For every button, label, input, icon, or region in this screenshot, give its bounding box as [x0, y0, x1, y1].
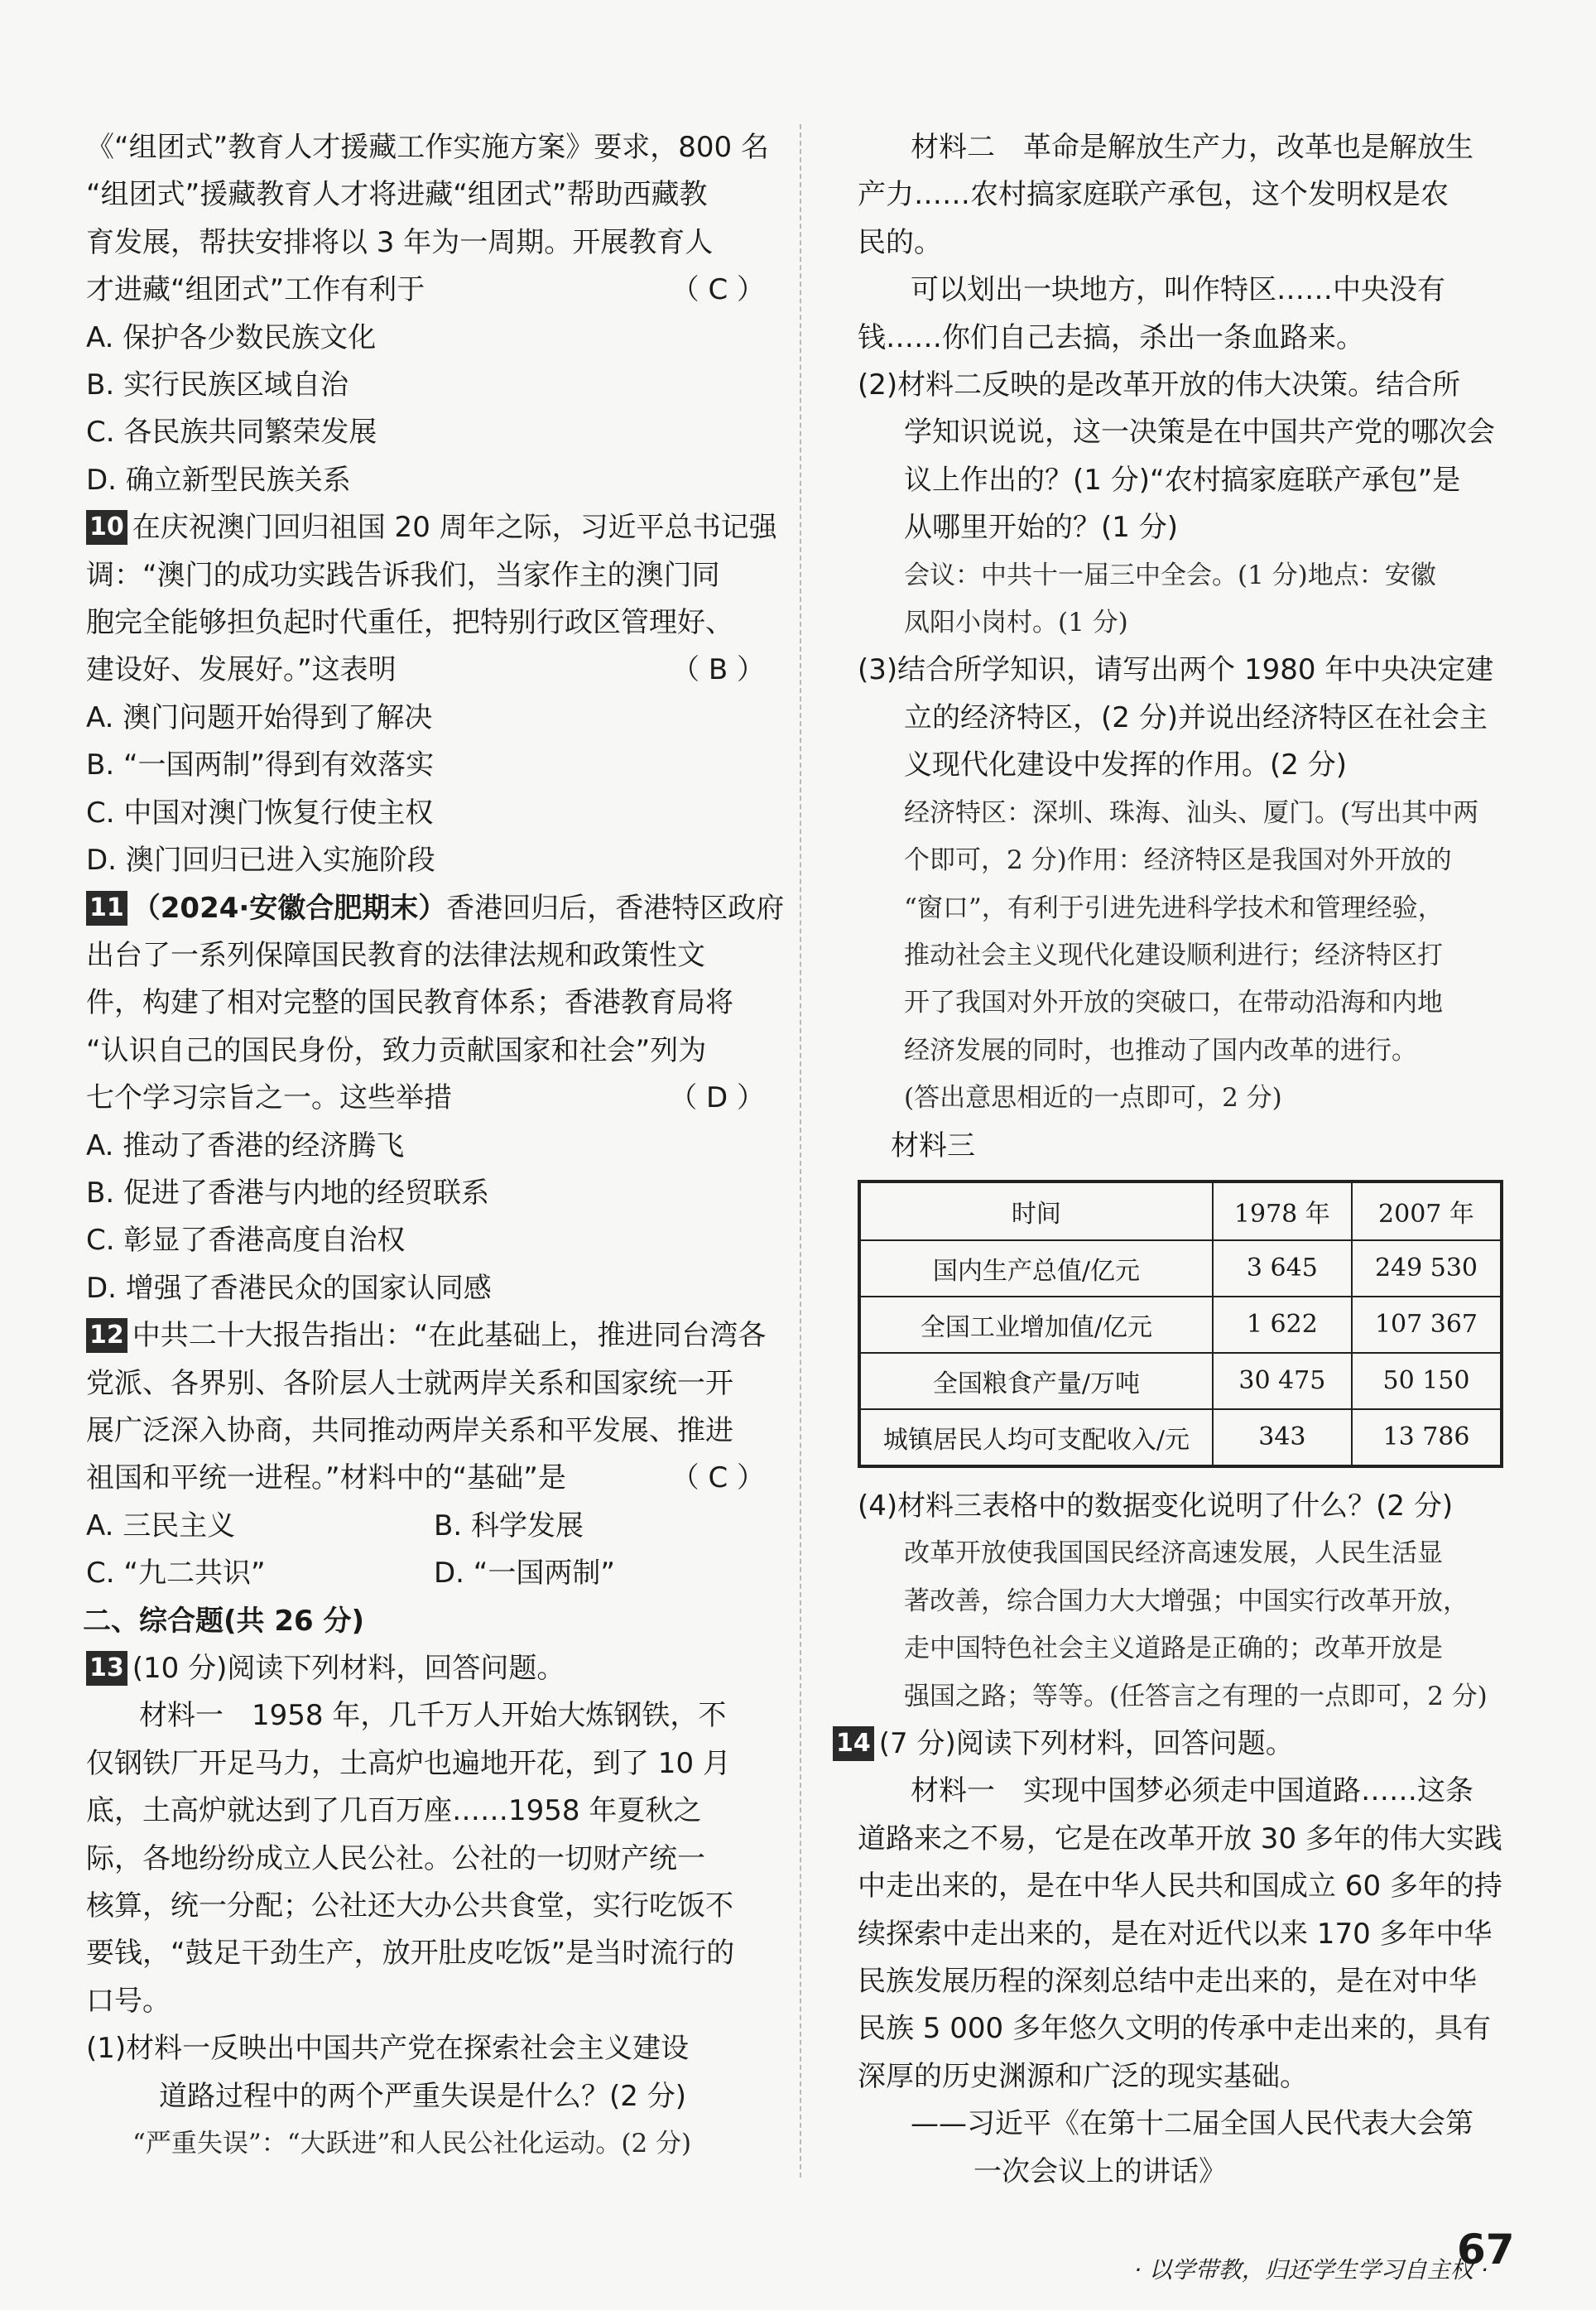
q13-material2-line: 钱……你们自己去搞，杀出一条血路来。 [858, 320, 1364, 354]
q9-option-d: D. 确立新型民族关系 [86, 463, 351, 497]
q13-sub2-line: 从哪里开始的？(1 分) [904, 511, 1178, 545]
q9-option-b: B. 实行民族区域自治 [86, 368, 349, 402]
q13-material-line: 口号。 [86, 1984, 171, 2018]
q13-material2-line: 民的。 [858, 225, 942, 259]
q12-option-a: A. 三民主义 [86, 1509, 236, 1542]
q13-material-line: 际，各地纷纷成立人民公社。公社的一切财产统一 [86, 1841, 705, 1875]
q9-stem-line: “组团式”援藏教育人才将进藏“组团式”帮助西藏教 [86, 178, 708, 212]
q14-citation: ——习近平《在第十二届全国人民代表大会第 [911, 2107, 1473, 2141]
q13-sub4-answer: 改革开放使我国国民经济高速发展，人民生活显 [904, 1538, 1443, 1569]
q10-option-c: C. 中国对澳门恢复行使主权 [86, 796, 434, 830]
q13-sub2-answer: 会议：中共十一届三中全会。(1 分)地点：安徽 [904, 560, 1436, 590]
q11-stem-last [86, 1075, 781, 1122]
table-header-cell: 1978 年 [1213, 1181, 1352, 1240]
q13-material2-line: 可以划出一块地方，叫作特区……中央没有 [911, 273, 1445, 307]
q13-sub2-line: 议上作出的？(1 分)“农村搞家庭联产承包”是 [904, 463, 1461, 497]
q11-source: （2024·安徽合肥期末） [132, 891, 447, 925]
q13-sub2-line: (2)材料二反映的是改革开放的伟大决策。结合所 [858, 368, 1461, 402]
table-cell: 1 622 [1213, 1297, 1352, 1353]
q9-stem-line: 育发展，帮扶安排将以 3 年为一周期。开展教育人 [86, 225, 714, 259]
page-number: 67 [1457, 2226, 1515, 2274]
table-cell: 国内生产总值/亿元 [859, 1240, 1213, 1297]
q13-material-line: 仅钢铁厂开足马力，土高炉也遍地开花，到了 10 月 [86, 1746, 731, 1780]
q13-sub4-line: (4)材料三表格中的数据变化说明了什么？(2 分) [858, 1489, 1454, 1523]
table-row [859, 1297, 1502, 1353]
q13-sub4-answer: 强国之路；等等。(任答言之有理的一点即可，2 分) [904, 1681, 1488, 1711]
q12-option-c: C. “九二共识” [86, 1557, 266, 1591]
table-cell: 3 645 [1213, 1240, 1352, 1297]
table-row [859, 1409, 1502, 1466]
q13-sub3-answer: (答出意思相近的一点即可，2 分) [904, 1083, 1282, 1114]
q9-stem-last [86, 267, 781, 314]
q10-stem-text: 建设好、发展好。”这表明 [86, 653, 397, 687]
q13-material-line: 材料一 1958 年，几千万人开始大炼钢铁，不 [139, 1699, 727, 1733]
q10-stem-last [86, 647, 781, 694]
q10-number: 10 [86, 510, 127, 545]
q9-option-a: A. 保护各少数民族文化 [86, 320, 377, 354]
q11-stem-line: “认识自己的国民身份，致力贡献国家和社会”列为 [86, 1033, 707, 1067]
q13-sub3-line: 立的经济特区，(2 分)并说出经济特区在社会主 [904, 700, 1488, 734]
q14-material-line: 道路来之不易，它是在改革开放 30 多年的伟大实践 [858, 1822, 1502, 1855]
q11-stem-text: 香港回归后，香港特区政府 [446, 891, 785, 925]
q13-number: 13 [86, 1651, 127, 1686]
q12-option-b: B. 科学发展 [434, 1509, 584, 1542]
q10-stem-line: 调：“澳门的成功实践告诉我们，当家作主的澳门同 [86, 558, 720, 592]
table-cell: 30 475 [1213, 1353, 1352, 1409]
table-header-cell: 时间 [859, 1181, 1213, 1240]
q11-stem-text: 七个学习宗旨之一。这些举措 [86, 1081, 452, 1115]
q14-material-line: 深厚的历史渊源和广泛的现实基础。 [858, 2059, 1308, 2093]
q9-answer: （ C ） [671, 273, 765, 307]
q10-answer: （ B ） [671, 653, 765, 687]
table-cell: 249 530 [1352, 1240, 1502, 1297]
q11-stem-line: 出台了一系列保障国民教育的法律法规和政策性文 [86, 938, 705, 972]
table-row [859, 1353, 1502, 1409]
q14-material-line: 材料一 实现中国梦必须走中国道路……这条 [911, 1774, 1473, 1808]
q13-sub3-line: 义现代化建设中发挥的作用。(2 分) [904, 748, 1347, 782]
table-cell: 50 150 [1352, 1353, 1502, 1409]
q11-stem-line [86, 885, 785, 932]
q13-material-line: 要钱，“鼓足干劲生产，放开肚皮吃饭”是当时流行的 [86, 1937, 735, 1971]
economic-data-table [858, 1180, 1503, 1468]
table-header-row [859, 1181, 1502, 1240]
q13-material2-line: 材料二 革命是解放生产力，改革也是解放生 [911, 131, 1473, 164]
q12-stem-text: 祖国和平统一进程。”材料中的“基础”是 [86, 1461, 566, 1495]
q12-answer: （ C ） [671, 1461, 765, 1495]
q14-material-line: 续探索中走出来的，是在对近代以来 170 多年中华 [858, 1917, 1493, 1951]
q13-sub4-answer: 走中国特色社会主义道路是正确的；改革开放是 [904, 1634, 1443, 1664]
table-cell: 13 786 [1352, 1409, 1502, 1466]
footer-slogan: · 以学带教，归还学生学习自主权 · [1134, 2256, 1488, 2284]
table-row [859, 1240, 1502, 1297]
q10-option-a: A. 澳门问题开始得到了解决 [86, 700, 433, 734]
material3-label: 材料三 [891, 1129, 975, 1162]
q14-intro [833, 1720, 1512, 1768]
q11-option-b: B. 促进了香港与内地的经贸联系 [86, 1176, 489, 1210]
table-cell: 城镇居民人均可支配收入/元 [859, 1409, 1213, 1466]
q10-stem-line [86, 504, 781, 551]
table-header-cell: 2007 年 [1352, 1181, 1502, 1240]
q14-material-line: 民族发展历程的深刻总结中走出来的，是在对中华 [858, 1965, 1477, 1998]
q12-stem-line: 展广泛深入协商，共同推动两岸关系和平发展、推进 [86, 1413, 733, 1447]
q14-material-line: 中走出来的，是在中华人民共和国成立 60 多年的持 [858, 1870, 1502, 1903]
q10-option-d: D. 澳门回归已进入实施阶段 [86, 844, 435, 878]
q14-intro-text: (7 分)阅读下列材料，回答问题。 [878, 1726, 1294, 1760]
q13-sub2-line: 学知识说说，这一决策是在中国共产党的哪次会 [904, 416, 1495, 450]
q13-sub2-answer: 凤阳小岗村。(1 分) [904, 608, 1128, 638]
q12-stem-last [86, 1455, 781, 1502]
q10-stem-text: 在庆祝澳门回归祖国 20 周年之际，习近平总书记强 [132, 511, 777, 545]
table-cell: 343 [1213, 1409, 1352, 1466]
q13-sub3-answer: 个即可，2 分)作用：经济特区是我国对外开放的 [904, 845, 1452, 876]
q12-option-d: D. “一国两制” [434, 1557, 616, 1591]
q14-number: 14 [833, 1726, 874, 1761]
table-cell: 107 367 [1352, 1297, 1502, 1353]
q9-stem-text: 才进藏“组团式”工作有利于 [86, 273, 425, 307]
q12-stem-line: 党派、各界别、各阶层人士就两岸关系和国家统一开 [86, 1366, 733, 1400]
q13-sub3-answer: 经济发展的同时，也推动了国内改革的进行。 [904, 1035, 1417, 1066]
q13-material-line: 底，土高炉就达到了几百万座……1958 年夏秋之 [86, 1794, 702, 1828]
table-cell: 全国工业增加值/亿元 [859, 1297, 1213, 1353]
right-column [836, 124, 1512, 2196]
q11-option-c: C. 彰显了香港高度自治权 [86, 1224, 406, 1258]
q11-option-d: D. 增强了香港民众的国家认同感 [86, 1271, 492, 1305]
q13-intro [86, 1645, 781, 1692]
q13-intro-text: (10 分)阅读下列材料，回答问题。 [132, 1652, 565, 1685]
q13-sub1-line: (1)材料一反映出中国共产党在探索社会主义建设 [86, 2032, 690, 2066]
q13-sub3-line: (3)结合所学知识，请写出两个 1980 年中央决定建 [858, 653, 1494, 687]
section-heading: 二、综合题(共 26 分) [83, 1604, 365, 1638]
q11-option-a: A. 推动了香港的经济腾飞 [86, 1129, 405, 1162]
q11-number: 11 [86, 891, 127, 926]
q12-number: 12 [86, 1318, 127, 1353]
q13-sub3-answer: 推动社会主义现代化建设顺利进行；经济特区打 [904, 940, 1443, 970]
q12-stem-line [86, 1312, 781, 1360]
q13-sub1-line: 道路过程中的两个严重失误是什么？(2 分) [159, 2079, 686, 2113]
q12-options-row [86, 1550, 781, 1597]
q13-sub3-answer: 经济特区：深圳、珠海、汕头、厦门。(写出其中两 [904, 797, 1479, 828]
q11-answer: （ D ） [669, 1081, 765, 1115]
column-divider [800, 124, 801, 2178]
q13-sub3-answer: “窗口”，有利于引进先进科学技术和管理经验， [904, 893, 1444, 923]
q10-stem-line: 胞完全能够担负起时代重任，把特别行政区管理好、 [86, 606, 733, 640]
q13-material2-line: 产力……农村搞家庭联产承包，这个发明权是农 [858, 178, 1449, 212]
q13-sub1-answer: “严重失误”：“大跃进”和人民公社化运动。(2 分) [132, 2129, 692, 2159]
table-cell: 全国粮食产量/万吨 [859, 1353, 1213, 1409]
q11-stem-line: 件，构建了相对完整的国民教育体系；香港教育局将 [86, 986, 733, 1020]
q13-material-line: 核算，统一分配；公社还大办公共食堂，实行吃饭不 [86, 1889, 733, 1923]
q10-option-b: B. “一国两制”得到有效落实 [86, 748, 435, 782]
q14-material-line: 民族 5 000 多年悠久文明的传承中走出来的，具有 [858, 2012, 1491, 2046]
q12-stem-text: 中共二十大报告指出：“在此基础上，推进同台湾各 [132, 1319, 767, 1353]
q14-citation: 一次会议上的讲话》 [973, 2154, 1227, 2188]
q9-stem-line: 《“组团式”教育人才援藏工作实施方案》要求，800 名 [86, 131, 769, 164]
q9-option-c: C. 各民族共同繁荣发展 [86, 416, 377, 450]
q12-options-row [86, 1503, 781, 1550]
q13-sub3-answer: 开了我国对外开放的突破口，在带动沿海和内地 [904, 988, 1443, 1018]
left-column [83, 124, 785, 2168]
q13-sub4-answer: 著改善，综合国力大大增强；中国实行改革开放， [904, 1586, 1469, 1616]
